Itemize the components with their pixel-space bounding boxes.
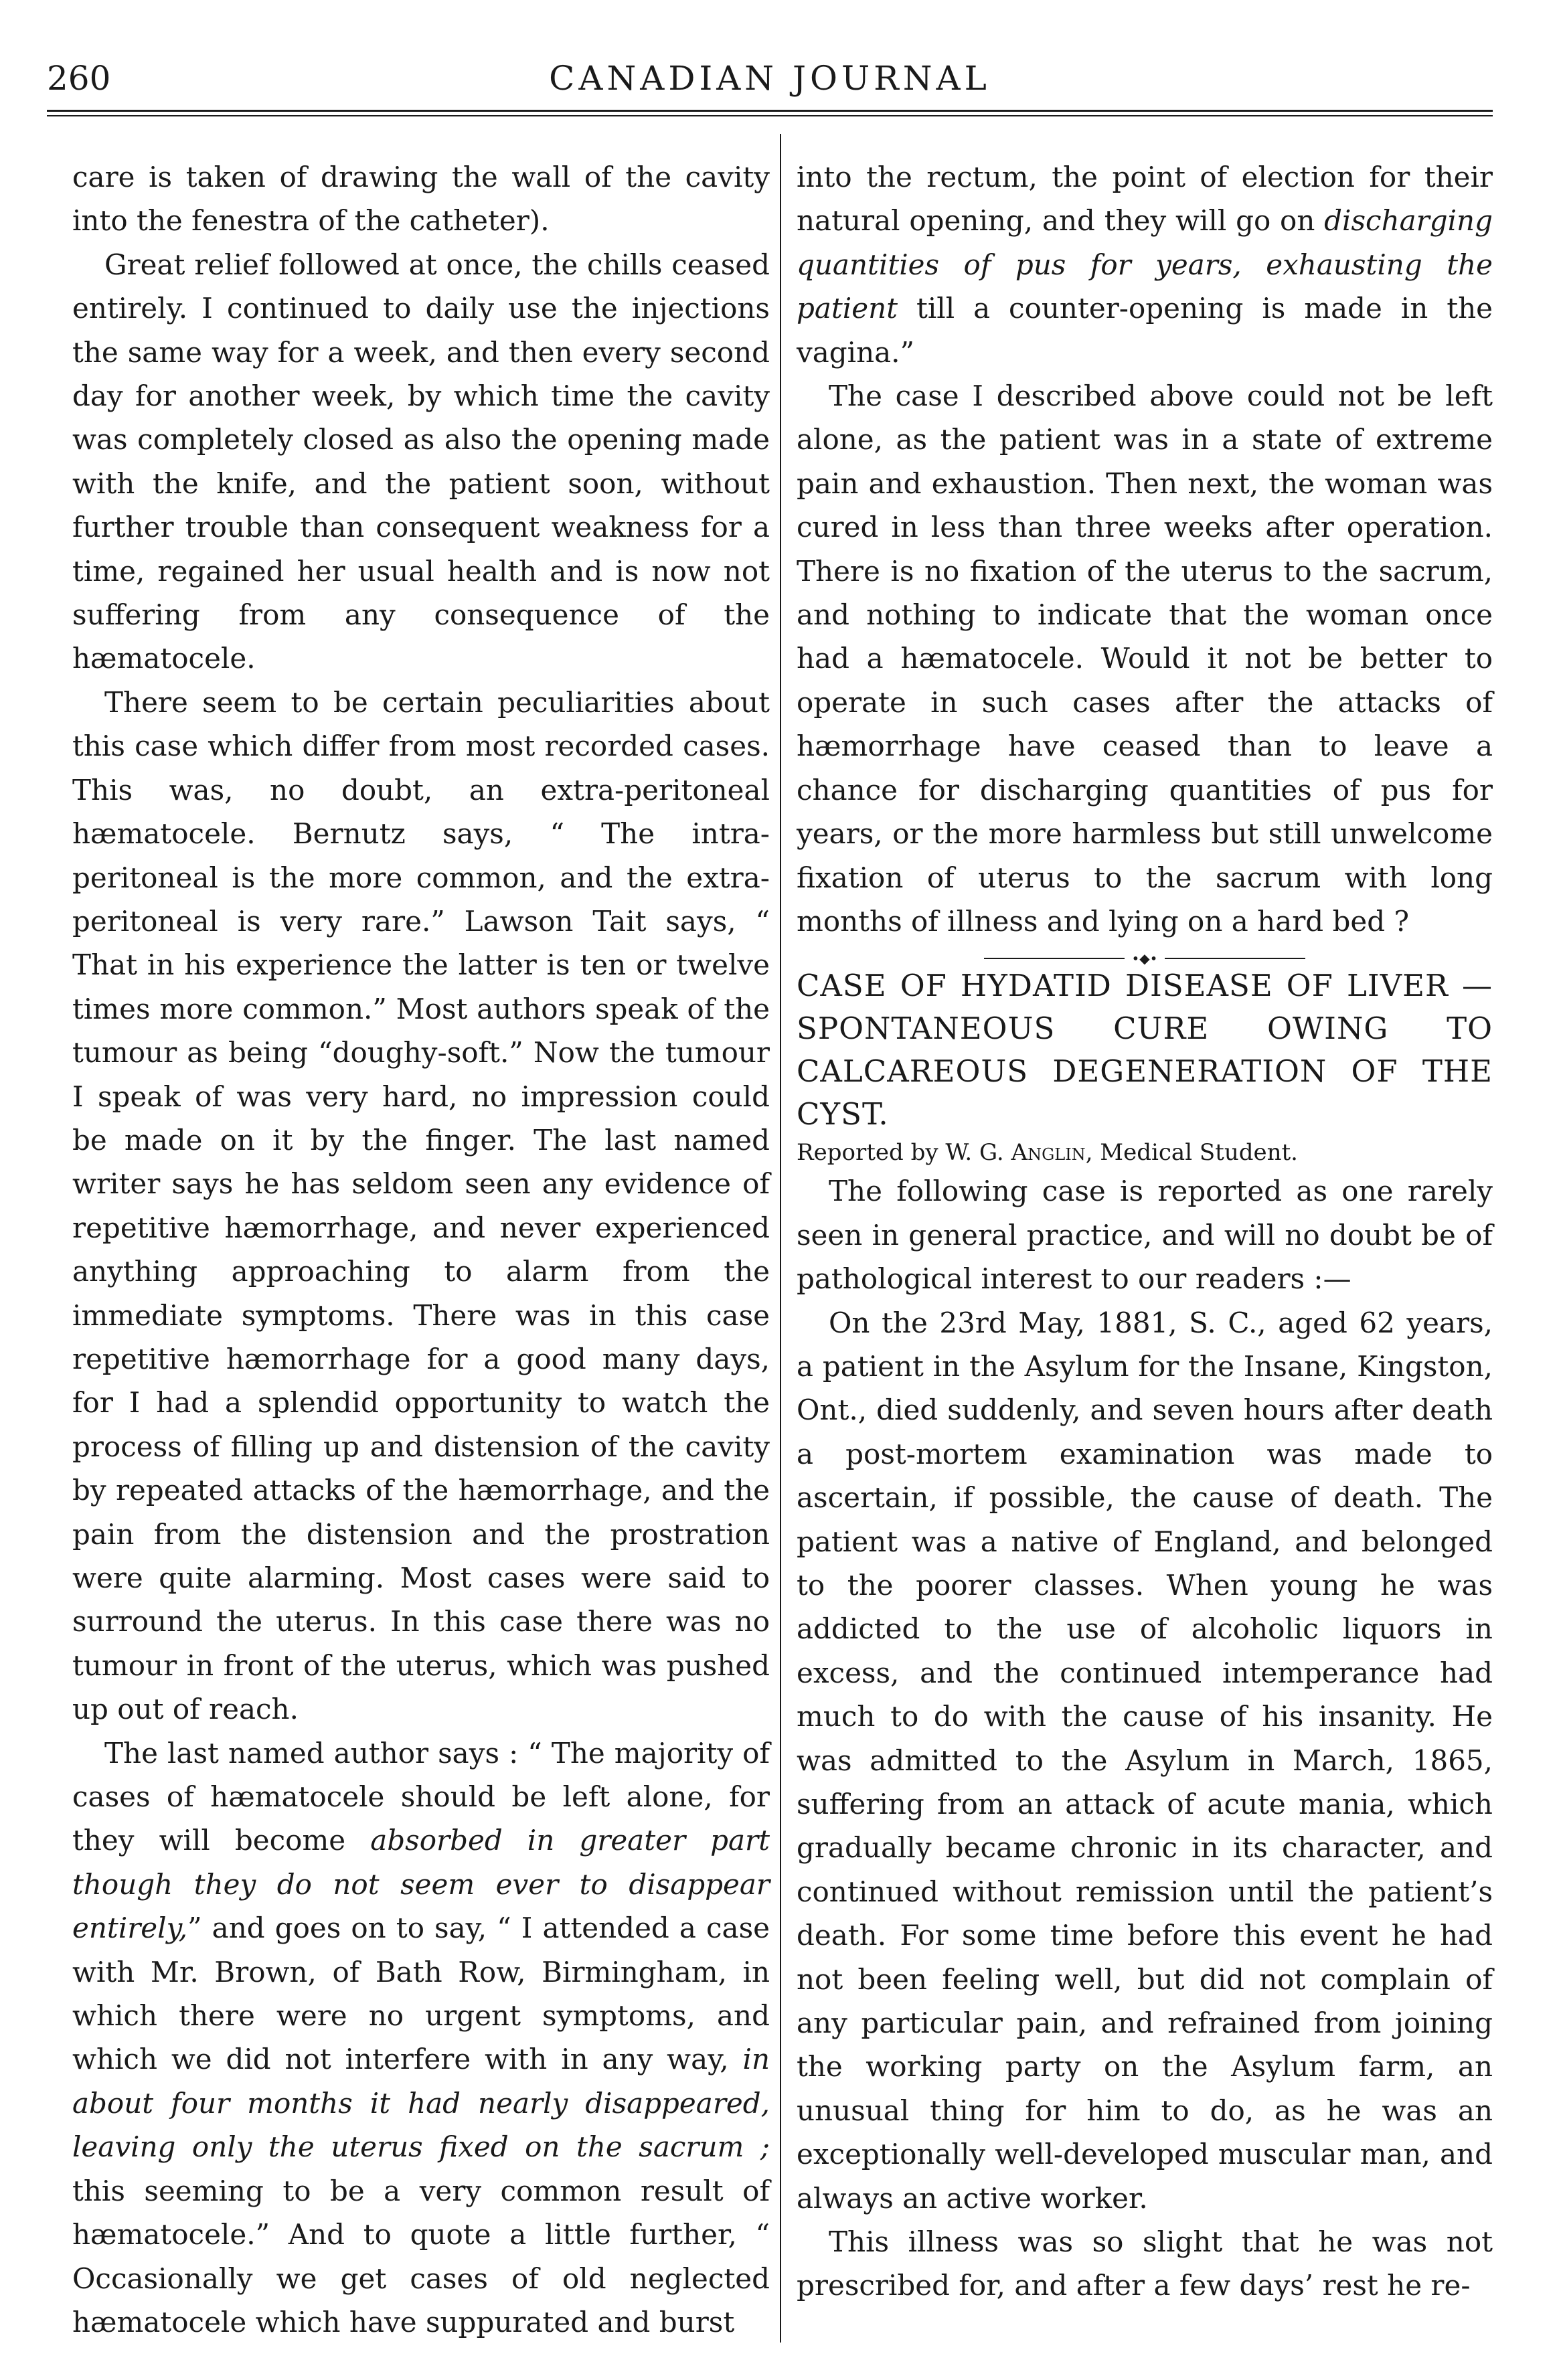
right-column [797,155,1493,2308]
header-rule-thin [47,115,1493,116]
paragraph [72,1731,770,2345]
paragraph [797,155,1493,374]
section-separator [984,950,1305,967]
text-run: till a counter-opening is made in the vagina.” [797,292,1493,369]
paragraph: The case I described above could not be left alone, as the patient was in a state of extreme pain and exhaustion. Then next, the woman was cured in less than three weeks after operation. There is no fixation of the uterus to the sacrum, and nothing to indicate that the woman once had a hæmatocele. Would it not be better to operate in such cases after the attacks of hæmorrhage have ceased than to leave a chance for discharging quantities of pus for years, or the more harmless but still unwelcome fixation of uterus to the sacrum with long months of illness and lying on a hard bed ? [797,379,1493,938]
byline-suffix: , Medical Student. [1085,1139,1298,1167]
paragraph: This illness was so slight that he was not prescribed for, and after a few days’ rest he re- [797,2225,1493,2302]
text-run: ” and goes on to say, “ I attended a case with Mr. Brown, of Bath Row, Birmingham, in which there were no urgent symptoms, and which we did not interfere with in any way, [72,1911,770,2076]
paragraph: care is taken of drawing the wall of the cavity into the fenestra of the catheter). [72,161,770,238]
italic-run: in about four months it had nearly disappeared, leaving only the uterus fixed on the sacrum ; [72,2043,770,2164]
paragraph: On the 23rd May, 1881, S. C., aged 62 years, a patient in the Asylum for the Insane, Kingston, Ont., died suddenly, and seven hours after death a post-mortem examination was made to ascertain, if possible, the cause of death. The patient was a native of England, and belonged to the poorer classes. When young he was addicted to the use of alcoholic liquors in excess, and the continued intemperance had much to do with the cause of his insanity. He was admitted to the Asylum in March, 1865, suffering from an attack of acute mania, which gradually became chronic in its character, and continued without remission until the patient’s death. For some time before this event he had not been feeling well, but did not complain of any particular pain, and refrained from joining the working party on the Asylum farm, an unusual thing for him to do, as he was an exceptionally well-developed muscular man, and always an active worker. [797,1306,1493,2215]
italic-run: discharging quantities of pus for years, exhausting the patient [797,204,1493,325]
paragraph: Great relief followed at once, the chills ceased entirely. I continued to daily use the injections the same way for a week, and then every second day for another week, by which time the cavity was completely closed as also the opening made with the knife, and the patient soon, without further trouble than consequent weakness for a time, regained her usual health and is now not suffering from any consequence of the hæmatocele. [72,248,770,675]
ornament: •◆• [1125,952,1165,965]
running-header [47,55,1493,102]
column-divider [780,134,781,2343]
text-run: into the rectum, the point of election for their natural opening, and they will go on [797,161,1493,238]
byline [797,1136,1493,1169]
page-number: 260 [47,59,111,98]
author-name: Anglin [1011,1139,1086,1167]
header-rule [47,110,1493,112]
text-run: this seeming to be a very common result of hæmatocele.” And to quote a little further, “ Occasionally we get cases of old neglected hæmatocele which have suppurated and burst [72,2174,770,2339]
paragraph: There seem to be certain peculiarities about this case which differ from most recorded cases. This was, no doubt, an extra-peritoneal hæmatocele. Bernutz says, “ The intra-peritoneal is the more common, and the extra-peritoneal is very rare.” Lawson Tait says, “ That in his experience the latter is ten or twelve times more common.” Most authors speak of the tumour as being “doughy-soft.” Now the tumour I speak of was very hard, no impression could be made on it by the finger. The last named writer says he has seldom seen any evidence of repetitive hæmorrhage, and never experienced anything approaching to alarm from the immediate symptoms. There was in this case repetitive hæmorrhage for a good many days, for I had a splendid opportunity to watch the process of filling up and distension of the cavity by repeated attacks of the hæmorrhage, and the pain from the distension and the prostration were quite alarming. Most cases were said to surround the uterus. In this case there was no tumour in front of the uterus, which was pushed up out of reach. [72,685,770,1726]
text-run: The last named author says : “ The majority of cases of hæmatocele should be left alone, for they will become [72,1736,770,1857]
paragraph: The following case is reported as one rarely seen in general practice, and will no doubt be of pathological interest to our readers :— [797,1175,1493,1296]
left-column [72,155,770,2344]
byline-prefix: Reported by W. G. [797,1139,1011,1167]
article-heading: CASE OF HYDATID DISEASE OF LIVER —SPONTANEOUS CURE OWING TO CALCAREOUS DEGENERATION OF THE CYST. [797,968,1493,1132]
journal-title: CANADIAN JOURNAL [549,59,991,98]
italic-run: absorbed in greater part though they do not seem ever to disappear entirely, [72,1824,770,1945]
